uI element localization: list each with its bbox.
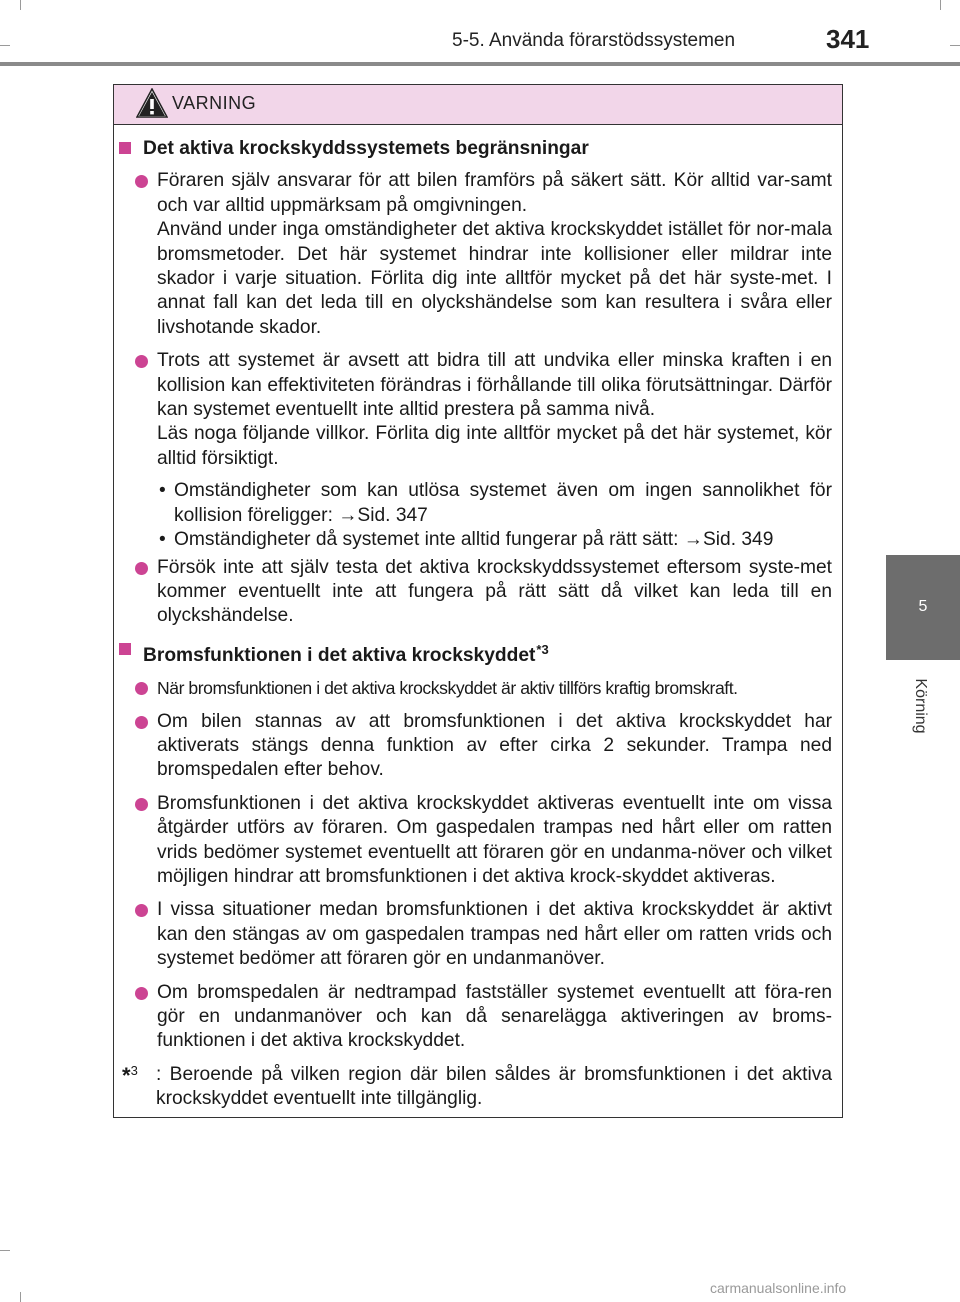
- footnote-reference: *3: [536, 641, 549, 657]
- list-item: [114, 556, 842, 629]
- list-item: [114, 792, 842, 890]
- paragraph: Läs noga följande villkor. Förlita dig inte alltför mycket på det här systemet, kör alltid försiktigt.: [157, 423, 832, 469]
- footnote-text: : Beroende på vilken region där bilen såldes är bromsfunktionen i det aktiva krockskyddet eventuellt inte tillgänglig.: [156, 1063, 832, 1110]
- chapter-tab: [886, 555, 960, 660]
- paragraph: Försök inte att själv testa det aktiva krockskyddssystemet eftersom syste-met kommer eventuellt inte att fungera på rätt sätt då vilket kan leda till en olyckshändelse.: [157, 556, 832, 627]
- paragraph: Om bilen stannas av att bromsfunktionen i det aktiva krockskyddet har aktiverats stängs denna funktion av efter cirka 2 sekunder. Trampa ned bromspedalen efter behov.: [157, 710, 832, 781]
- paragraph: Trots att systemet är avsett att bidra till att undvika eller minska kraften i en kollision kan effektiviteten förändras i förhållande till olika förutsättningar. Därför kan systemet eventuellt inte alltid prestera på samma nivå.: [157, 350, 832, 421]
- circle-bullet-icon: [135, 798, 148, 811]
- crop-mark: [20, 0, 21, 10]
- section-heading: [119, 137, 842, 161]
- dot-bullet-icon: •: [159, 480, 166, 502]
- header-rule: [0, 62, 960, 66]
- section-header: 5-5. Använda förarstödssystemen: [452, 30, 736, 51]
- page-number: 341: [826, 24, 870, 54]
- footnote: [114, 1063, 842, 1112]
- list-item: [114, 981, 842, 1054]
- section-heading-text: Det aktiva krockskyddssystemets begränsningar: [143, 138, 589, 159]
- crop-mark: [950, 45, 960, 46]
- sub-item-text: Omständigheter som kan utlösa systemet även om ingen sannolikhet för kollision föreligger: →Sid. 347: [174, 480, 832, 526]
- circle-bullet-icon: [135, 987, 148, 1000]
- paragraph: Föraren själv ansvarar för att bilen framförs på säkert sätt. Kör alltid var-samt och var alltid uppmärksam på omgivningen.: [157, 170, 832, 216]
- section-heading: [119, 638, 842, 668]
- warning-triangle-icon: [136, 88, 168, 118]
- paragraph: När bromsfunktionen i det aktiva krockskyddet är aktiv tillförs kraftig bromskraft.: [157, 678, 738, 699]
- paragraph: Använd under inga omständigheter det aktiva krockskyddet istället för nor-mala bromsmetoder. Det här systemet hindrar inte kollisioner eller mildrar inte skador i varje situation. Förlita dig inte alltför mycket på det här syste-met. I annat fall kan det leda till en olyckshändelse som kan resultera i svåra eller livshotande skador.: [157, 219, 832, 338]
- circle-bullet-icon: [135, 175, 148, 188]
- footnote-asterisk: *: [122, 1062, 131, 1088]
- circle-bullet-icon: [135, 716, 148, 729]
- chapter-number: 5: [918, 598, 928, 615]
- sub-list-item: [157, 528, 832, 552]
- list-item: [114, 169, 842, 340]
- list-item: [114, 676, 842, 700]
- list-item: [114, 349, 842, 471]
- paragraph: Om bromspedalen är nedtrampad fastställer systemet eventuellt att föra-ren gör en undanmanöver och kan då senarelägga aktiveringen av broms-funktionen i det aktiva krockskyddet.: [157, 981, 832, 1052]
- square-bullet-icon: [119, 643, 131, 655]
- square-bullet-icon: [119, 142, 131, 154]
- sub-list: [114, 479, 842, 552]
- sub-item-text: Omständigheter då systemet inte alltid fungerar på rätt sätt: →Sid. 349: [174, 529, 774, 551]
- warning-box: [113, 84, 843, 1118]
- paragraph: Bromsfunktionen i det aktiva krockskyddet aktiveras eventuellt inte om vissa åtgärder utförs av föraren. Om gaspedalen trampas ned hårt eller om ratten vrids bedömer systemet eventuellt att föraren gör en undanma-növer och vilket möjligen hindrar att bromsfunktionen i det aktiva krock-skyddet aktiveras.: [157, 792, 832, 887]
- paragraph: I vissa situationer medan bromsfunktionen i det aktiva krockskyddet är aktivt kan den stängas av om gaspedalen trampas ned hårt eller om ratten vrids och systemet bedömer att föraren gör en undanmanöver.: [157, 899, 832, 970]
- footnote-number: 3: [130, 1062, 138, 1078]
- crop-mark: [940, 0, 941, 10]
- circle-bullet-icon: [135, 904, 148, 917]
- dot-bullet-icon: •: [159, 529, 166, 551]
- sub-list-item: [157, 479, 832, 528]
- chapter-label: Körning: [912, 678, 929, 734]
- warning-header: [114, 85, 842, 125]
- crop-mark: [20, 1292, 21, 1302]
- list-item: [114, 710, 842, 783]
- circle-bullet-icon: [135, 562, 148, 575]
- section-heading-text: Bromsfunktionen i det aktiva krockskyddet: [143, 644, 536, 666]
- list-item: [114, 898, 842, 971]
- footnote-mark: [122, 1059, 138, 1088]
- crop-mark: [0, 45, 10, 46]
- crop-mark: [0, 1250, 10, 1251]
- warning-title: VARNING: [172, 93, 257, 113]
- watermark: carmanualsonline.info: [710, 1280, 847, 1296]
- circle-bullet-icon: [135, 682, 148, 695]
- warning-content: [114, 137, 842, 1112]
- circle-bullet-icon: [135, 355, 148, 368]
